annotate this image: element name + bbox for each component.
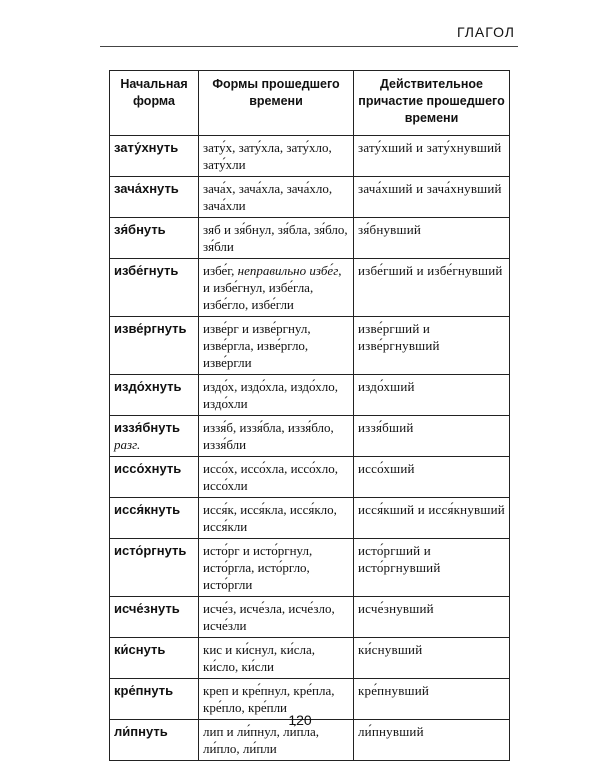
participle-text: изве́ргший и изве́ргнувший: [358, 321, 440, 353]
past-forms-text-cont: , и избе́гнул, избе́гла, избе́гло, избе́гли: [203, 263, 342, 312]
infinitive-text: ли́пнуть: [114, 724, 168, 739]
infinitive-cell: [110, 597, 199, 638]
infinitive-text: кре́пнуть: [114, 683, 174, 698]
table-row: [110, 136, 510, 177]
past-forms-cell: [199, 259, 354, 317]
table-row: [110, 498, 510, 539]
header-infinitive: Начальная форма: [110, 71, 199, 136]
table-header-row: [110, 71, 510, 136]
infinitive-text: зача́хнуть: [114, 181, 179, 196]
past-forms-text: исся́к, исся́кла, исся́кло, исся́кли: [203, 502, 337, 534]
participle-cell: [354, 638, 510, 679]
infinitive-text: исче́знуть: [114, 601, 180, 616]
participle-cell: [354, 457, 510, 498]
infinitive-text: зя́бнуть: [114, 222, 166, 237]
past-forms-cell: [199, 457, 354, 498]
past-forms-text: исто́рг и исто́ргнул, исто́ргла, исто́ргло, исто́ргли: [203, 543, 313, 592]
past-forms-text: избе́г,: [203, 263, 238, 278]
infinitive-text: иссо́хнуть: [114, 461, 182, 476]
infinitive-text: исся́кнуть: [114, 502, 181, 517]
past-forms-cell: [199, 136, 354, 177]
past-forms-text: иззя́б, иззя́бла, иззя́бло, иззя́бли: [203, 420, 334, 452]
header-rule: [100, 46, 518, 47]
participle-cell: [354, 177, 510, 218]
table-row: [110, 638, 510, 679]
infinitive-cell: [110, 177, 199, 218]
participle-text: зача́хший и зача́хнувший: [358, 181, 502, 196]
participle-text: иссо́хший: [358, 461, 415, 476]
infinitive-cell: [110, 416, 199, 457]
table-row: [110, 539, 510, 597]
infinitive-cell: [110, 638, 199, 679]
past-forms-text: зату́х, зату́хла, зату́хло, зату́хли: [203, 140, 332, 172]
infinitive-cell: [110, 136, 199, 177]
past-forms-text: зача́х, зача́хла, зача́хло, зача́хли: [203, 181, 333, 213]
participle-text: исто́ргший и исто́ргнувший: [358, 543, 441, 575]
participle-cell: [354, 259, 510, 317]
participle-cell: [354, 136, 510, 177]
participle-text: ки́снувший: [358, 642, 423, 657]
infinitive-text: зату́хнуть: [114, 140, 179, 155]
participle-cell: [354, 317, 510, 375]
past-forms-text: зяб и зя́бнул, зя́бла, зя́бло, зя́бли: [203, 222, 348, 254]
past-forms-text: креп и кре́пнул, кре́пла, кре́пло, кре́пли: [203, 683, 335, 715]
past-forms-text: изве́рг и изве́ргнул, изве́ргла, изве́ргло, изве́ргли: [203, 321, 311, 370]
past-forms-cell: [199, 218, 354, 259]
participle-cell: [354, 539, 510, 597]
participle-text: кре́пнувший: [358, 683, 430, 698]
infinitive-text: избе́гнуть: [114, 263, 179, 278]
infinitive-cell: [110, 375, 199, 416]
infinitive-cell: [110, 317, 199, 375]
participle-text: исче́знувший: [358, 601, 434, 616]
past-forms-cell: [199, 317, 354, 375]
past-forms-cell: [199, 498, 354, 539]
header-past-forms: Формы прошедшего времени: [199, 71, 354, 136]
past-forms-remark: неправильно избе́г: [237, 263, 339, 278]
infinitive-cell: [110, 457, 199, 498]
participle-cell: [354, 375, 510, 416]
table-row: [110, 457, 510, 498]
past-forms-cell: [199, 638, 354, 679]
participle-text: издо́хший: [358, 379, 415, 394]
table-row: [110, 177, 510, 218]
past-forms-cell: [199, 597, 354, 638]
participle-cell: [354, 498, 510, 539]
table-row: [110, 218, 510, 259]
past-forms-text: лип и ли́пнул, ли́пла, ли́пло, ли́пли: [203, 724, 320, 756]
participle-text: иззя́бший: [358, 420, 414, 435]
past-forms-text: кис и ки́снул, ки́сла, ки́сло, ки́сли: [203, 642, 315, 674]
participle-text: зату́хший и зату́хнувший: [358, 140, 502, 155]
page-number: 120: [288, 712, 312, 728]
past-forms-cell: [199, 539, 354, 597]
table-row: [110, 375, 510, 416]
infinitive-text: исто́ргнуть: [114, 543, 187, 558]
past-forms-text: издо́х, издо́хла, издо́хло, издо́хли: [203, 379, 338, 411]
past-forms-cell: [199, 177, 354, 218]
past-forms-cell: [199, 375, 354, 416]
participle-text: исся́кший и исся́кнувший: [358, 502, 505, 517]
infinitive-cell: [110, 539, 199, 597]
infinitive-text: иззя́бнуть: [114, 420, 180, 435]
table-row: [110, 317, 510, 375]
table-row: [110, 259, 510, 317]
infinitive-cell: [110, 259, 199, 317]
participle-cell: [354, 597, 510, 638]
header-participle: Действительное причастие прошедшего времени: [354, 71, 510, 136]
participle-text: ли́пнувший: [358, 724, 424, 739]
usage-note: разг.: [114, 437, 141, 452]
table-row: [110, 597, 510, 638]
infinitive-text: издо́хнуть: [114, 379, 182, 394]
running-head: ГЛАГОЛ: [456, 24, 515, 40]
verb-table: [109, 70, 510, 761]
past-forms-text: исче́з, исче́зла, исче́зло, исче́зли: [203, 601, 335, 633]
infinitive-text: ки́снуть: [114, 642, 166, 657]
table-row: [110, 416, 510, 457]
infinitive-text: изве́ргнуть: [114, 321, 187, 336]
participle-text: зя́бнувший: [358, 222, 422, 237]
participle-cell: [354, 416, 510, 457]
participle-cell: [354, 218, 510, 259]
infinitive-cell: [110, 498, 199, 539]
participle-text: избе́гший и избе́гнувший: [358, 263, 503, 278]
past-forms-cell: [199, 416, 354, 457]
past-forms-text: иссо́х, иссо́хла, иссо́хло, иссо́хли: [203, 461, 339, 493]
infinitive-cell: [110, 218, 199, 259]
table-body: [110, 136, 510, 761]
